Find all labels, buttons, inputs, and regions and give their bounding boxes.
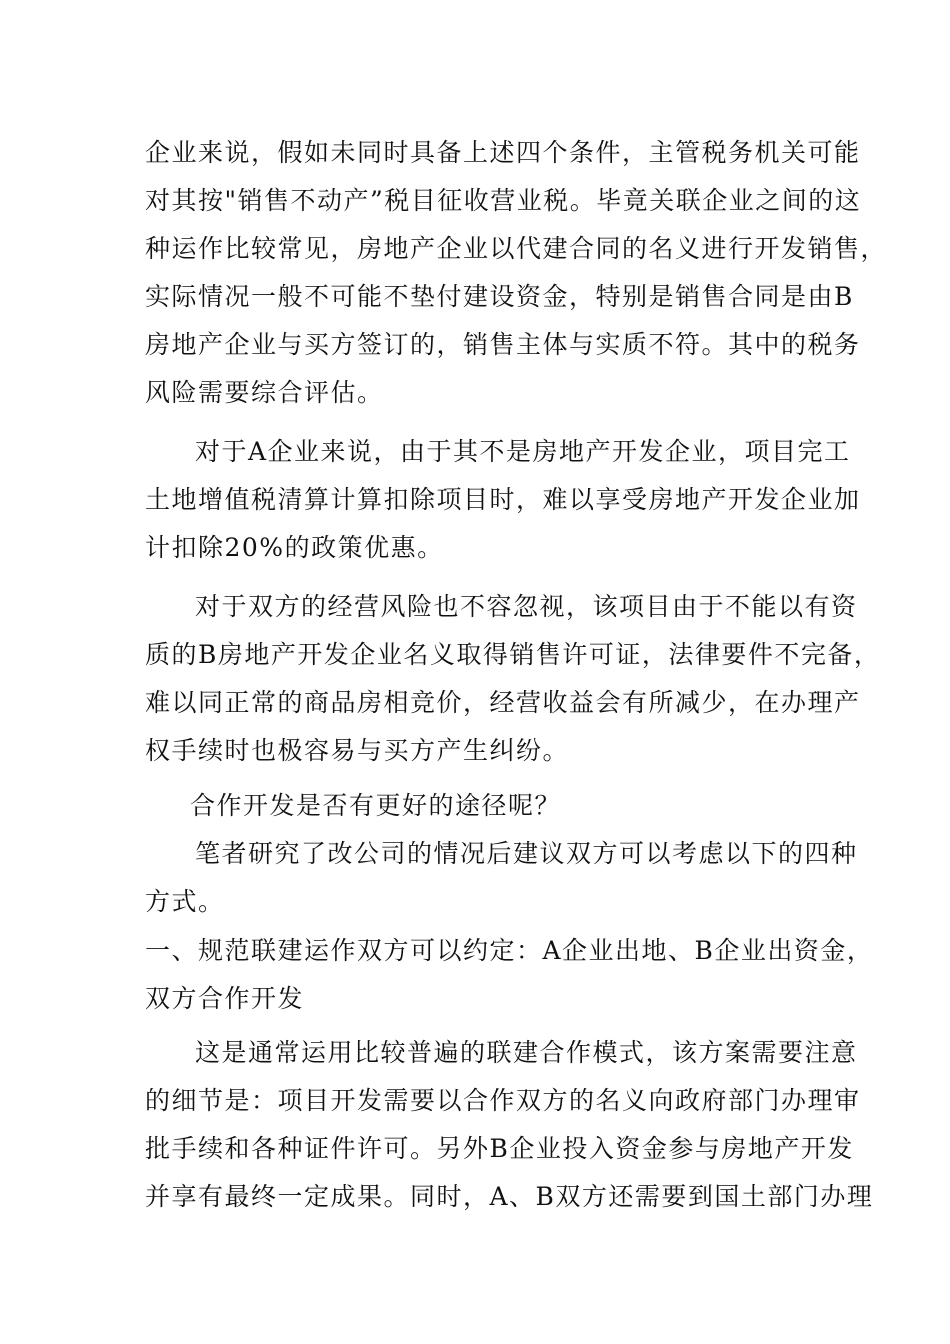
text-line: 对于双方的经营风险也不容忽视，该项目由于不能以有资 bbox=[195, 592, 858, 621]
text-line: 并享有最终一定成果。同时，A、B双方还需要到国土部门办理 bbox=[145, 1182, 874, 1211]
text-line: 方式。 bbox=[145, 887, 225, 916]
text-line: 这是通常运用比较普遍的联建合作模式，该方案需要注意 bbox=[195, 1038, 858, 1067]
text-line: 对其按"销售不动产”税目征收营业税。毕竟关联企业之间的这 bbox=[145, 186, 862, 215]
text-line: 权手续时也极容易与买方产生纠纷。 bbox=[145, 736, 570, 765]
text-line: 风险需要综合评估。 bbox=[145, 378, 384, 407]
section-heading: 一、规范联建运作双方可以约定：A企业出地、B企业出资金， bbox=[145, 936, 874, 965]
text-line: 难以同正常的商品房相竞价，经营收益会有所减少，在办理产 bbox=[145, 688, 861, 717]
text-line: 笔者研究了改公司的情况后建议双方可以考虑以下的四种 bbox=[195, 839, 858, 868]
section-heading: 双方合作开发 bbox=[145, 984, 305, 1013]
text-line: 企业来说，假如未同时具备上述四个条件，主管税务机关可能 bbox=[145, 138, 861, 167]
text-line: 计扣除20%的政策优惠。 bbox=[145, 533, 444, 562]
text-line: 质的B房地产开发企业名义取得销售许可证，法律要件不完备， bbox=[145, 640, 881, 669]
text-line: 实际情况一般不可能不垫付建设资金，特别是销售合同是由B bbox=[145, 282, 854, 311]
text-line: 种运作比较常见，房地产企业以代建合同的名义进行开发销售， bbox=[145, 234, 888, 263]
text-line: 批手续和各种证件许可。另外B企业投入资金参与房地产开发 bbox=[145, 1134, 854, 1163]
text-line: 的细节是：项目开发需要以合作双方的名义向政府部门办理审 bbox=[145, 1086, 861, 1115]
text-line: 土地增值税清算计算扣除项目时，难以享受房地产开发企业加 bbox=[145, 485, 861, 514]
text-line: 对于A企业来说，由于其不是房地产开发企业，项目完工 bbox=[195, 437, 851, 466]
text-line: 房地产企业与买方签订的，销售主体与实质不符。其中的税务 bbox=[145, 330, 861, 359]
text-line: 合作开发是否有更好的途径呢？ bbox=[190, 791, 562, 820]
